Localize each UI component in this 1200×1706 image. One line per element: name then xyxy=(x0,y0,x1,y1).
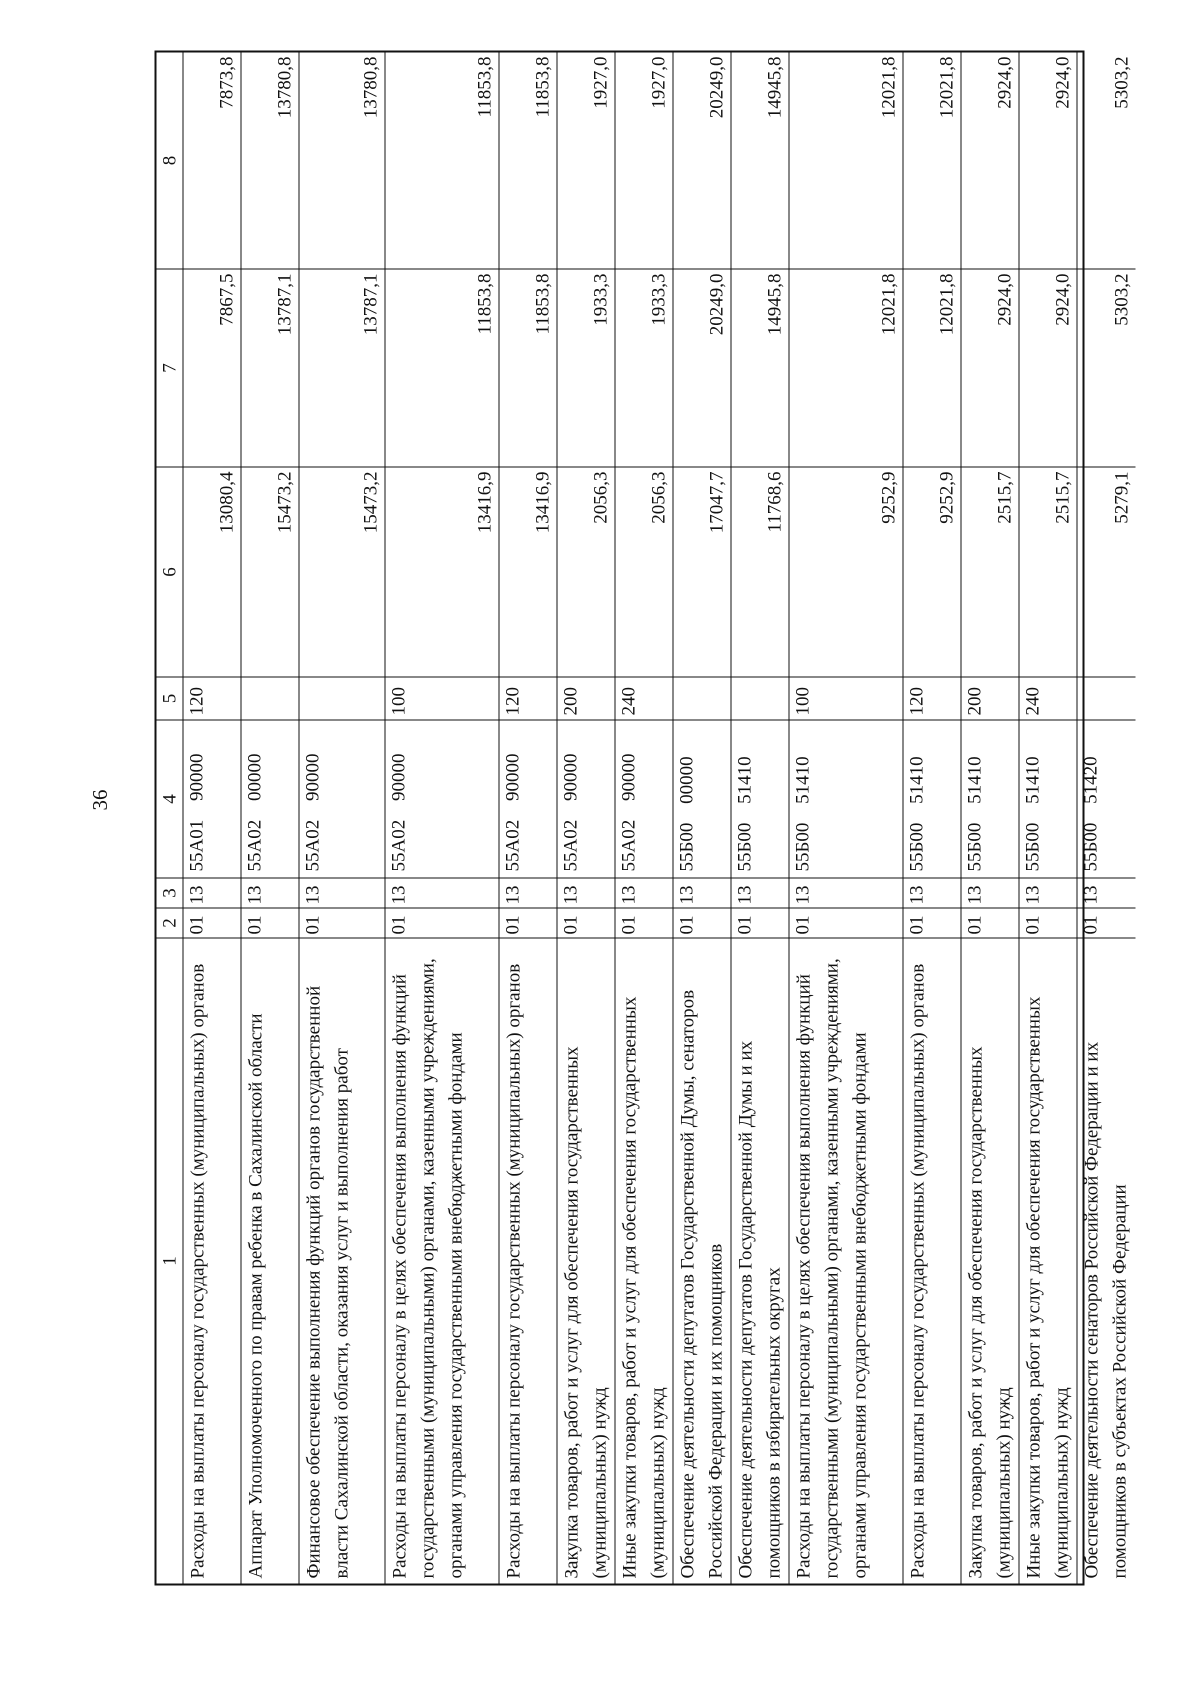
target-article-code: 55А02 90000 xyxy=(558,720,615,878)
subsection-code: 13 xyxy=(732,878,789,908)
amount-col-6-value: 9252,9 xyxy=(936,471,958,524)
amount-col-8-value: 13780,8 xyxy=(360,56,382,119)
column-header-2: 2 xyxy=(157,908,183,938)
amount-col-8-value: 7873,8 xyxy=(216,56,238,109)
section-code: 01 xyxy=(790,908,903,938)
amount-col-7-value: 12021,8 xyxy=(878,273,900,336)
amount-col-8 xyxy=(300,53,385,269)
amount-col-6 xyxy=(184,467,241,677)
amount-col-6 xyxy=(616,467,673,677)
section-code: 01 xyxy=(962,908,1019,938)
target-article-code: 55А02 90000 xyxy=(300,720,385,878)
subsection-code: 13 xyxy=(242,878,299,908)
amount-col-8 xyxy=(674,53,731,269)
amount-col-7-value: 13787,1 xyxy=(360,273,382,336)
budget-table xyxy=(155,51,1133,1586)
column-header-5: 5 xyxy=(157,677,183,720)
amount-col-8-value: 2924,0 xyxy=(994,56,1016,109)
target-article-code: 55Б00 51410 xyxy=(962,720,1019,878)
section-code: 01 xyxy=(242,908,299,938)
expense-type-code: 120 xyxy=(904,677,961,720)
section-code: 01 xyxy=(558,908,615,938)
amount-col-6-value: 13080,4 xyxy=(216,471,238,534)
target-article-code: 55А02 90000 xyxy=(616,720,673,878)
target-article-code: 55Б00 51410 xyxy=(732,720,789,878)
expense-type-code xyxy=(674,677,731,720)
table-row xyxy=(962,53,1020,1584)
target-article-code: 55Б00 00000 xyxy=(674,720,731,878)
amount-col-8-value: 11853,8 xyxy=(532,56,554,118)
table-row xyxy=(1020,53,1078,1584)
amount-col-6 xyxy=(500,467,557,677)
amount-col-7 xyxy=(1020,269,1077,467)
amount-col-8-value: 12021,8 xyxy=(936,56,958,119)
column-header-8: 8 xyxy=(159,155,181,166)
section-code: 01 xyxy=(1020,908,1077,938)
amount-col-8-value: 2924,0 xyxy=(1052,56,1074,109)
expense-type-code: 240 xyxy=(616,677,673,720)
expense-type-code xyxy=(1078,677,1136,720)
amount-col-6 xyxy=(300,467,385,677)
amount-col-7 xyxy=(962,269,1019,467)
amount-col-6 xyxy=(242,467,299,677)
amount-col-8 xyxy=(962,53,1019,269)
amount-col-6-value: 2515,7 xyxy=(1052,471,1074,524)
amount-col-7-value: 13787,1 xyxy=(274,273,296,336)
target-article-code: 55А02 90000 xyxy=(500,720,557,878)
subsection-code: 13 xyxy=(616,878,673,908)
amount-col-8-value: 20249,0 xyxy=(706,56,728,119)
target-article-code: 55Б00 51420 xyxy=(1078,720,1136,878)
row-name: Закупка товаров, работ и услуг для обеспечения государственных (муниципальных) нужд xyxy=(558,938,615,1584)
amount-col-6-value: 13416,9 xyxy=(474,471,496,534)
amount-col-8-value: 1927,0 xyxy=(590,56,612,109)
table-row xyxy=(300,53,386,1584)
section-code: 01 xyxy=(1078,908,1136,938)
section-code: 01 xyxy=(904,908,961,938)
section-code: 01 xyxy=(732,908,789,938)
amount-col-8-value: 12021,8 xyxy=(878,56,900,119)
amount-col-8 xyxy=(904,53,961,269)
amount-col-7 xyxy=(616,269,673,467)
table-row xyxy=(732,53,790,1584)
amount-col-7-value: 2924,0 xyxy=(994,273,1016,326)
expense-type-code: 120 xyxy=(184,677,241,720)
table-row xyxy=(242,53,300,1584)
row-name: Обеспечение деятельности депутатов Государственной Думы и их помощников в избирательных округах xyxy=(732,938,789,1584)
section-code: 01 xyxy=(300,908,385,938)
amount-col-7-value: 1933,3 xyxy=(648,273,670,326)
row-name: Расходы на выплаты персоналу государственных (муниципальных) органов xyxy=(184,938,241,1584)
amount-col-8-value: 5303,2 xyxy=(1111,56,1133,109)
amount-col-8 xyxy=(558,53,615,269)
amount-col-7 xyxy=(242,269,299,467)
expense-type-code: 100 xyxy=(386,677,499,720)
column-header-4: 4 xyxy=(157,720,183,878)
row-name: Обеспечение деятельности сенаторов Российской Федерации и их помощников в субъектах Российской Федерации xyxy=(1078,938,1136,1584)
amount-col-7 xyxy=(500,269,557,467)
amount-col-7-value: 1933,3 xyxy=(590,273,612,326)
amount-col-8-value: 11853,8 xyxy=(474,56,496,118)
amount-col-7 xyxy=(300,269,385,467)
row-name: Расходы на выплаты персоналу государственных (муниципальных) органов xyxy=(500,938,557,1584)
amount-col-6-value: 2056,3 xyxy=(590,471,612,524)
table-row xyxy=(904,53,962,1584)
amount-col-6 xyxy=(1020,467,1077,677)
amount-col-8 xyxy=(386,53,499,269)
row-name: Аппарат Уполномоченного по правам ребенка в Сахалинской области xyxy=(242,938,299,1584)
amount-col-6-value: 17047,7 xyxy=(706,471,728,534)
row-name: Расходы на выплаты персоналу государственных (муниципальных) органов xyxy=(904,938,961,1584)
amount-col-6 xyxy=(386,467,499,677)
table-row xyxy=(558,53,616,1584)
amount-col-6 xyxy=(558,467,615,677)
section-code: 01 xyxy=(386,908,499,938)
amount-col-6-value: 11768,6 xyxy=(764,471,786,533)
amount-col-6 xyxy=(1078,467,1136,677)
amount-col-8 xyxy=(790,53,903,269)
row-name: Финансовое обеспечение выполнения функций органов государственной власти Сахалинской области, оказания услуг и выполнения работ xyxy=(300,938,385,1584)
amount-col-6 xyxy=(674,467,731,677)
subsection-code: 13 xyxy=(184,878,241,908)
amount-col-7 xyxy=(184,269,241,467)
amount-col-7-value: 20249,0 xyxy=(706,273,728,336)
amount-col-6 xyxy=(962,467,1019,677)
amount-col-6 xyxy=(790,467,903,677)
table-row xyxy=(184,53,242,1584)
amount-col-7-value: 5303,2 xyxy=(1111,273,1133,326)
target-article-code: 55Б00 51410 xyxy=(790,720,903,878)
table-row xyxy=(1078,53,1136,1584)
subsection-code: 13 xyxy=(674,878,731,908)
section-code: 01 xyxy=(500,908,557,938)
subsection-code: 13 xyxy=(904,878,961,908)
subsection-code: 13 xyxy=(500,878,557,908)
table-row xyxy=(616,53,674,1584)
amount-col-7-value: 12021,8 xyxy=(936,273,958,336)
amount-col-8 xyxy=(184,53,241,269)
expense-type-code xyxy=(300,677,385,720)
amount-col-7 xyxy=(790,269,903,467)
amount-col-6-value: 15473,2 xyxy=(274,471,296,534)
amount-col-8-value: 1927,0 xyxy=(648,56,670,109)
section-code: 01 xyxy=(674,908,731,938)
subsection-code: 13 xyxy=(1020,878,1077,908)
column-header-7: 7 xyxy=(157,269,183,467)
subsection-code: 13 xyxy=(962,878,1019,908)
column-header-3: 3 xyxy=(157,878,183,908)
column-header-1: 1 xyxy=(157,938,183,1584)
amount-col-8 xyxy=(1078,53,1136,269)
amount-col-6 xyxy=(732,467,789,677)
row-name: Иные закупки товаров, работ и услуг для обеспечения государственных (муниципальных) нужд xyxy=(616,938,673,1584)
amount-col-6-value: 5279,1 xyxy=(1111,471,1133,524)
expense-type-code: 200 xyxy=(962,677,1019,720)
amount-col-6-value: 15473,2 xyxy=(360,471,382,534)
subsection-code: 13 xyxy=(386,878,499,908)
row-name: Иные закупки товаров, работ и услуг для обеспечения государственных (муниципальных) нужд xyxy=(1020,938,1077,1584)
amount-col-6-value: 9252,9 xyxy=(878,471,900,524)
subsection-code: 13 xyxy=(1078,878,1136,908)
table-row xyxy=(790,53,904,1584)
table-header-row xyxy=(157,53,184,1584)
amount-col-7-value: 7867,5 xyxy=(216,273,238,326)
target-article-code: 55А02 00000 xyxy=(242,720,299,878)
target-article-code: 55А02 90000 xyxy=(386,720,499,878)
amount-col-7-value: 14945,8 xyxy=(764,273,786,336)
target-article-code: 55Б00 51410 xyxy=(904,720,961,878)
subsection-code: 13 xyxy=(558,878,615,908)
amount-col-6-value: 2515,7 xyxy=(994,471,1016,524)
row-name: Закупка товаров, работ и услуг для обеспечения государственных (муниципальных) нужд xyxy=(962,938,1019,1584)
table-row xyxy=(386,53,500,1584)
target-article-code: 55А01 90000 xyxy=(184,720,241,878)
amount-col-7-value: 11853,8 xyxy=(474,273,496,335)
row-name: Обеспечение деятельности депутатов Государственной Думы, сенаторов Российской Федерации и их помощников xyxy=(674,938,731,1584)
amount-col-7 xyxy=(674,269,731,467)
row-name: Расходы на выплаты персоналу в целях обеспечения выполнения функций государственными (муниципальными) органами, казенными учреждениями, органами управления государственными внебюджетными фондами xyxy=(386,938,499,1584)
amount-col-7 xyxy=(904,269,961,467)
expense-type-code: 240 xyxy=(1020,677,1077,720)
expense-type-code: 120 xyxy=(500,677,557,720)
amount-col-8 xyxy=(616,53,673,269)
amount-col-8 xyxy=(1020,53,1077,269)
amount-col-6-value: 13416,9 xyxy=(532,471,554,534)
expense-type-code: 100 xyxy=(790,677,903,720)
amount-col-8 xyxy=(732,53,789,269)
expense-type-code: 200 xyxy=(558,677,615,720)
amount-col-7-value: 2924,0 xyxy=(1052,273,1074,326)
subsection-code: 13 xyxy=(300,878,385,908)
subsection-code: 13 xyxy=(790,878,903,908)
column-header-6: 6 xyxy=(157,467,183,677)
amount-col-8-value: 13780,8 xyxy=(274,56,296,119)
table-row xyxy=(500,53,558,1584)
amount-col-6 xyxy=(904,467,961,677)
row-name: Расходы на выплаты персоналу в целях обеспечения выполнения функций государственными (муниципальными) органами, казенными учреждениями, органами управления государственными внебюджетными фондами xyxy=(790,938,903,1584)
amount-col-8 xyxy=(500,53,557,269)
amount-col-6-value: 2056,3 xyxy=(648,471,670,524)
target-article-code: 55Б00 51410 xyxy=(1020,720,1077,878)
expense-type-code xyxy=(242,677,299,720)
amount-col-7 xyxy=(558,269,615,467)
amount-col-8 xyxy=(242,53,299,269)
amount-col-8-value: 14945,8 xyxy=(764,56,786,119)
expense-type-code xyxy=(732,677,789,720)
amount-col-7 xyxy=(732,269,789,467)
amount-col-7 xyxy=(386,269,499,467)
section-code: 01 xyxy=(616,908,673,938)
amount-col-7-value: 11853,8 xyxy=(532,273,554,335)
amount-col-7 xyxy=(1078,269,1136,467)
section-code: 01 xyxy=(184,908,241,938)
table-row xyxy=(674,53,732,1584)
page-number: 36 xyxy=(88,789,112,811)
